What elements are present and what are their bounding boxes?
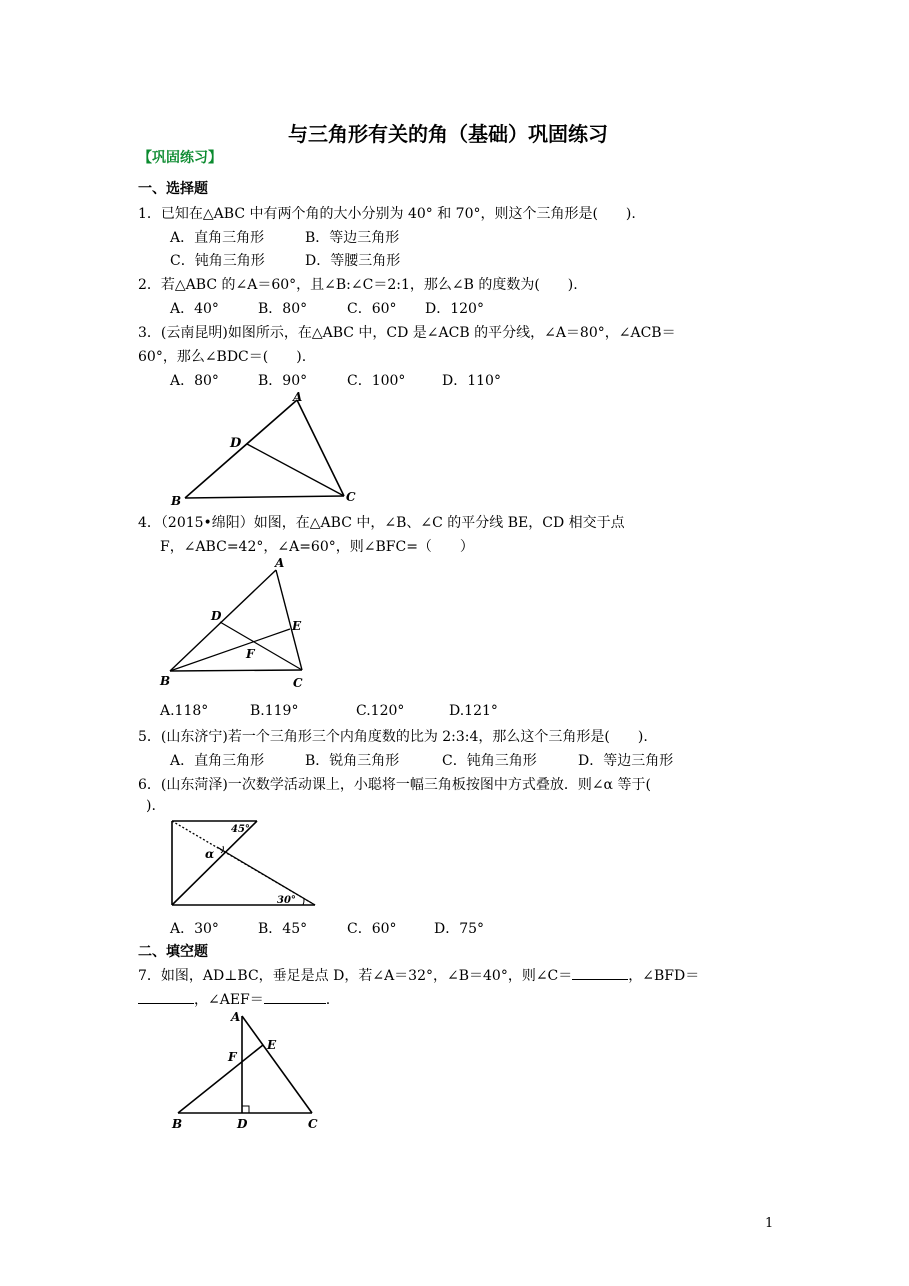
- q4-stem-line2: F，∠ABC=42°，∠A=60°，则∠BFC=（ ）: [160, 539, 474, 555]
- q3-stem-line2: 60°，那么∠BDC＝( ).: [138, 349, 307, 365]
- q7-label-e: E: [267, 1038, 277, 1052]
- q6-option-b: B．45°: [258, 921, 308, 937]
- q4-label-d: D: [211, 609, 222, 623]
- q4-option-b: B.119°: [250, 703, 299, 719]
- q2-option-b: B．80°: [258, 301, 308, 317]
- q3-figure: [160, 388, 370, 510]
- q4-option-c: C.120°: [356, 703, 405, 719]
- q1-option-a: A．直角三角形: [170, 230, 265, 246]
- q5-option-d: D．等边三角形: [578, 753, 674, 769]
- q4-label-f: F: [246, 647, 255, 661]
- q4-label-e: E: [292, 619, 302, 633]
- q7-label-c: C: [308, 1117, 318, 1131]
- q1-stem: 1．已知在△ABC 中有两个角的大小分别为 40° 和 70°，则这个三角形是( ).: [138, 206, 636, 222]
- q6-label-alpha: α: [205, 847, 215, 861]
- section-fill: 二、填空题: [138, 944, 208, 960]
- q7-label-f: F: [228, 1050, 237, 1064]
- q5-option-b: B．锐角三角形: [305, 753, 400, 769]
- q3-stem-line1: 3．(云南昆明)如图所示，在△ABC 中，CD 是∠ACB 的平分线，∠A＝80°，∠ACB＝: [138, 325, 676, 341]
- q1-option-d: D．等腰三角形: [305, 253, 401, 269]
- q6-stem-line2: ).: [146, 798, 156, 814]
- q7-stem-part1: 7．如图，AD⊥BC，垂足是点 D，若∠A＝32°，∠B＝40°，则∠C＝: [138, 968, 573, 984]
- q4-label-a: A: [275, 556, 285, 570]
- q2-stem: 2．若△ABC 的∠A＝60°，且∠B:∠C＝2:1，那么∠B 的度数为( ).: [138, 277, 578, 293]
- page-number: 1: [765, 1216, 774, 1231]
- practice-tag: 【巩固练习】: [138, 150, 222, 166]
- q7-label-d: D: [237, 1117, 248, 1131]
- q7-label-a: A: [231, 1010, 241, 1024]
- q6-option-a: A．30°: [170, 921, 219, 937]
- q3-option-c: C．100°: [347, 373, 406, 389]
- q2-option-c: C．60°: [347, 301, 397, 317]
- page-title: 与三角形有关的角（基础）巩固练习: [288, 122, 608, 146]
- q5-option-c: C．钝角三角形: [442, 753, 537, 769]
- q6-figure: [165, 816, 325, 911]
- q4-label-b: B: [160, 674, 171, 688]
- q5-stem: 5．(山东济宁)若一个三角形三个内角度数的比为 2:3:4，那么这个三角形是( ).: [138, 729, 648, 745]
- q3-option-a: A．80°: [170, 373, 219, 389]
- q4-option-d: D.121°: [449, 703, 498, 719]
- q6-label-45: 45°: [231, 824, 250, 835]
- q3-label-d: D: [230, 436, 242, 451]
- q3-label-b: B: [171, 494, 182, 508]
- q6-option-c: C．60°: [347, 921, 397, 937]
- q7-blank-aef[interactable]: [264, 989, 326, 1004]
- q7-label-b: B: [172, 1117, 183, 1131]
- q2-option-d: D．120°: [425, 301, 484, 317]
- q3-option-b: B．90°: [258, 373, 308, 389]
- q1-option-b: B．等边三角形: [305, 230, 400, 246]
- q7-figure: [165, 1008, 335, 1136]
- q5-option-a: A．直角三角形: [170, 753, 265, 769]
- q7-blank-bfd[interactable]: [138, 989, 194, 1004]
- section-choice: 一、选择题: [138, 181, 208, 197]
- q7-stem-part4: .: [325, 992, 331, 1008]
- q7-stem-part2: ，∠BFD＝: [628, 968, 700, 984]
- q4-figure: [155, 553, 315, 693]
- q1-option-c: C．钝角三角形: [170, 253, 265, 269]
- q6-option-d: D．75°: [434, 921, 485, 937]
- q3-label-a: A: [293, 390, 303, 404]
- q7-stem-part3: ，∠AEF＝: [194, 992, 264, 1008]
- q2-option-a: A．40°: [170, 301, 219, 317]
- q4-label-c: C: [293, 676, 303, 690]
- q6-stem-line1: 6．(山东菏泽)一次数学活动课上，小聪将一幅三角板按图中方式叠放．则∠α 等于(: [138, 777, 651, 793]
- q4-option-a: A.118°: [160, 703, 209, 719]
- q4-stem-line1: 4．（2015•绵阳）如图，在△ABC 中，∠B、∠C 的平分线 BE，CD 相交于点: [138, 515, 625, 531]
- q7-stem-line2: [138, 989, 330, 1009]
- q6-label-30: 30°: [277, 895, 296, 906]
- q3-label-c: C: [346, 490, 356, 504]
- q7-blank-c[interactable]: [572, 965, 628, 980]
- q7-stem-line1: [138, 965, 699, 985]
- q3-option-d: D．110°: [442, 373, 501, 389]
